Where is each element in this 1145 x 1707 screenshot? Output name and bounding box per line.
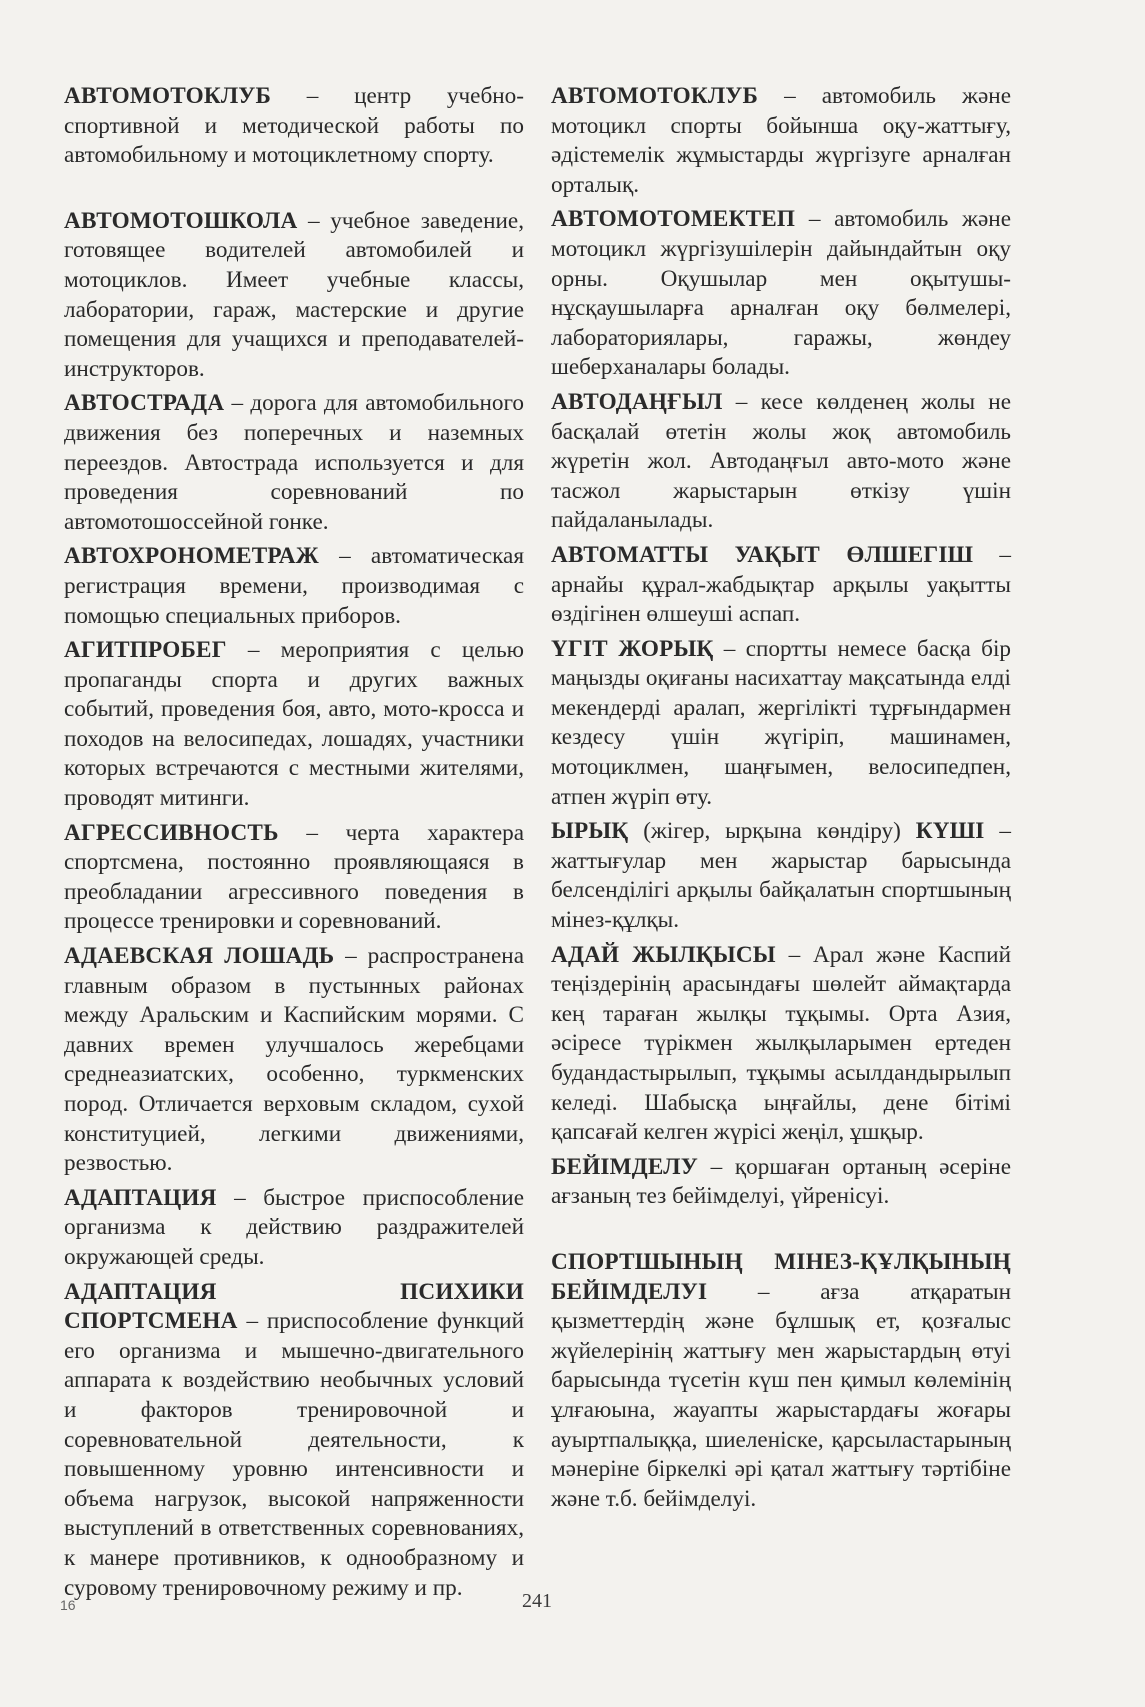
entry-term: АВТОХРОНОМЕТРАЖ (64, 543, 319, 570)
entry-definition: – дорога для автомобильного движения без поперечных и наземных переездов. Автострада используется и для проведения соревнований по автомотошоссейной гонке. (64, 390, 524, 535)
entry-spacer (64, 176, 524, 207)
entry-definition-aside: (жігер, ырқына көндіру) (628, 818, 916, 845)
entry-definition: – автоматическая регистрация времени, производимая с помощью специальных приборов. (64, 543, 524, 629)
entry-spacer (551, 1217, 1011, 1248)
entry-term: АВТОМОТОКЛУБ (551, 83, 759, 109)
entry-avtomotoklub-kz (551, 82, 1011, 200)
entry-avtomotoklub-ru (64, 82, 524, 171)
left-column-russian (64, 82, 524, 1608)
entry-definition: – черта характера спортсмена, постоянно проявляющаяся в преобладании агрессивного поведения в процессе тренировки и соревнований. (64, 819, 524, 935)
signature-mark: 16 (60, 1597, 76, 1613)
entry-term: ЫРЫҚ (551, 818, 629, 845)
entry-definition: – қоршаған ортаның әсеріне ағзаның тез бейімделуі, үйренісуі. (551, 1153, 1011, 1210)
page-number: 241 (522, 1590, 552, 1612)
entry-agitprobeg (64, 636, 524, 814)
entry-term: БЕЙІМДЕЛУ (551, 1153, 698, 1180)
entry-yryk-kushi (551, 817, 1011, 935)
entry-definition: – мероприятия с целью пропаганды спорта и других важных событий, проведения боя, авто, мото-кросса и походов на велосипедах, лошадях, участники которых встречаются с местными жителями, проводят митинги. (64, 637, 524, 812)
entry-definition: – Арал және Каспий теңіздерінің арасындағы шөлейт аймақтарда кең тараған жылқы тұқымы. Орта Азия, әсіресе түрікмен жылқыларымен ертеден будандастырылып, тұқымы асылдандырылып келеді. Шабысқа ыңғайлы, дене бітімі қапсағай келген жүрісі жеңіл, ұшқыр. (551, 941, 1011, 1146)
entry-definition: – автомобиль және мотоцикл жүргізушілерін дайындайтын оқу орны. Оқушылар мен оқытушы-нұсқаушыларға арналған оқу бөлмелері, лабораториялары, гаражы, жөндеу шеберханалары болады. (551, 206, 1011, 381)
entry-definition: – кесе көлденең жолы не басқалай өтетін жолы жоқ автомобиль жүретін жол. Автодаңғыл авто-мото және тасжол жарыстарын өткізу үшін пайдаланылады. (551, 388, 1011, 534)
entry-adaptatsiya-psikhiki (64, 1278, 524, 1604)
entry-aday-zhylkysy (551, 941, 1011, 1148)
entry-definition: – распространена главным образом в пустынных районах между Аральским и Каспийским морями. С давних времен улучшалось жеребцами среднеазиатских, особенно, туркменских пород. Отличается верховым складом, сухой конституцией, легкими движениями, резвостью. (64, 943, 524, 1177)
entry-term: АВТОСТРАДА (64, 390, 225, 417)
entry-avtomotomektep (551, 205, 1011, 383)
entry-definition: – спортты немесе басқа бір маңызды оқиғаны насихаттау мақсатында елді мекендерді аралап, жергілікті тұрғындармен кездесу үшін жүгіріп, машинамен, мотоциклмен, шаңғымен, велосипедпен, атпен жүріп өту. (551, 635, 1011, 810)
entry-term: АДАЙ ЖЫЛҚЫСЫ (551, 941, 776, 968)
entry-term: АВТОМОТОКЛУБ (64, 83, 272, 109)
entry-term: АГРЕССИВНОСТЬ (64, 819, 279, 846)
entry-agressivnost (64, 819, 524, 937)
entry-sportshynyn-beyimdelui (551, 1248, 1011, 1514)
entry-term: АДАПТАЦИЯ (64, 1184, 217, 1211)
entry-definition: – ағза атқаратын қызметтердің және бұлшық ет, қозғалыс жүйелерінің жаттығу мен жарыстардың өтуі барысында түсетін күш пен қимыл көлемінің ұлғаюына, жауапты жарыстардағы жоғары ауыртпалыққа, шиеленіске, қарсыластарының мәнеріне біркелкі әрі қатал жаттығу тәртібіне және т.б. бейімделуі. (551, 1278, 1011, 1512)
entry-avtomatty-uakyt (551, 541, 1011, 630)
entry-term-continued: КҮШІ (915, 818, 985, 845)
entry-term: АДАПТАЦИЯ ПСИХИКИ СПОРТСМЕНА (64, 1278, 524, 1335)
entry-term: ҮГІТ ЖОРЫҚ (551, 635, 714, 662)
entry-avtostrada (64, 389, 524, 537)
entry-definition: – жаттығулар мен жарыстар барысында белсенділігі арқылы байқалатын спортшының мінез-құлқы. (551, 818, 1012, 934)
entry-term: АВТОДАҢҒЫЛ (551, 388, 723, 415)
entry-definition: – быстрое приспособление организма к действию раздражителей окружающей среды. (64, 1184, 524, 1270)
entry-definition: – приспособление функций его организма и мышечно-двигательного аппарата к воздействию необычных условий и факторов тренировочной и соревновательной деятельности, к повышенному уровню интенсивности и объема нагрузок, высокой напряженности выступлений в ответственных соревнованиях, к манере противников, к однообразному и суровому тренировочному режиму и пр. (64, 1308, 524, 1601)
entry-term: АВТОМОТОШКОЛА (64, 207, 298, 234)
entry-definition: – арнайы құрал-жабдықтар арқылы уақытты өздігінен өлшеуші аспап. (551, 541, 1012, 628)
right-column-kazakh (551, 82, 1011, 1519)
entry-term: АВТОМАТТЫ УАҚЫТ ӨЛШЕГІШ (551, 541, 974, 568)
entry-beyimdelu (551, 1153, 1011, 1212)
entry-term: АДАЕВСКАЯ ЛОШАДЬ (64, 943, 335, 970)
entry-term: СПОРТШЫНЫҢ МІНЕЗ-ҚҰЛҚЫНЫҢ БЕЙІМДЕЛУІ (551, 1248, 1011, 1305)
entry-ugit-zhoryk (551, 635, 1011, 813)
entry-avtodangyl (551, 388, 1011, 536)
entry-adaptatsiya (64, 1184, 524, 1273)
entry-definition: – центр учебно-спортивной и методической работы по автомобильному и мотоциклетному спорту. (64, 83, 524, 169)
entry-avtokhronometrazh (64, 542, 524, 631)
entry-term: АВТОМОТОМЕКТЕП (551, 206, 796, 233)
entry-term: АГИТПРОБЕГ (64, 637, 227, 664)
entry-adaevskaya-loshad (64, 942, 524, 1179)
entry-definition: – автомобиль және мотоцикл спорты бойынша оқу-жаттығу, әдістемелік жұмыстарды жүргізуге арналған орталық. (551, 83, 1011, 198)
entry-definition: – учебное заведение, готовящее водителей автомобилей и мотоциклов. Имеет учебные классы, лаборатории, гараж, мастерские и другие помещения для учащихся и преподавателей-инструкторов. (64, 207, 524, 382)
entry-avtomotoshkola (64, 207, 524, 385)
